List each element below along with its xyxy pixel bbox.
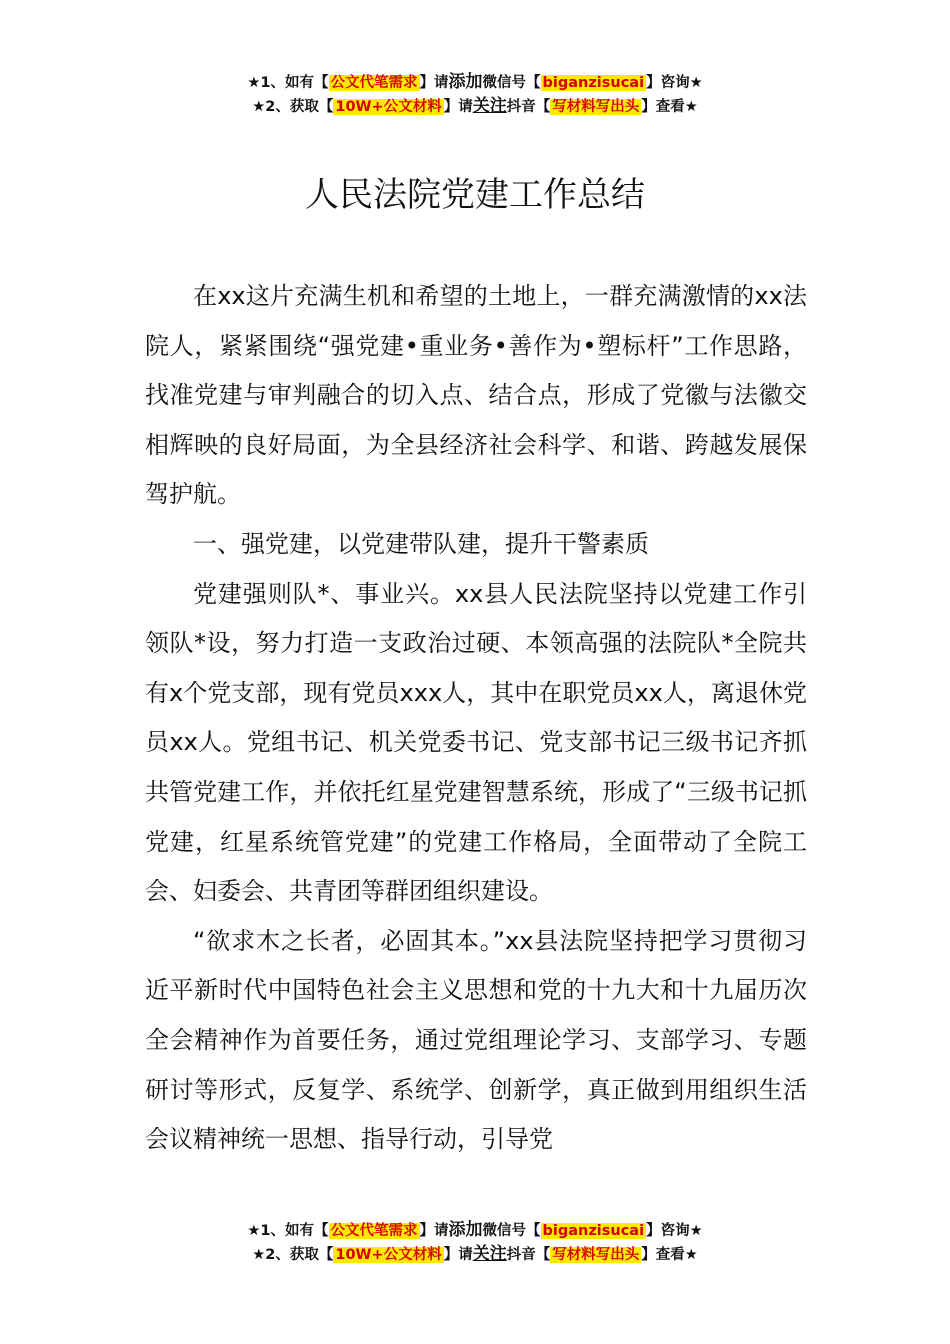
paragraph-intro: 在xx这片充满生机和希望的土地上，一群充满激情的xx法院人，紧紧围绕“强党建•重业务•善作为•塑标杆”工作思路，找准党建与审判融合的切入点、结合点，形成了党徽与法徽交相辉映的良好局面，为全县经济社会科学、和谐、跨越发展保驾护航。 [145, 282, 807, 509]
emphasis-text: 关注 [472, 96, 507, 116]
banner-line-1 [0, 1218, 950, 1242]
emphasis-text: 添加 [448, 72, 483, 92]
highlight-text: biganzisucai [542, 1223, 645, 1239]
banner-text: 抖音【 [506, 99, 551, 115]
banner-line-2 [0, 94, 950, 118]
banner-line-2 [0, 1242, 950, 1266]
banner-text: 】查看★ [641, 1247, 698, 1263]
banner-line-1 [0, 70, 950, 94]
emphasis-text: 添加 [448, 1220, 483, 1240]
banner-text: 抖音【 [506, 1247, 551, 1263]
banner-text: ★2、获取【 [252, 1247, 334, 1263]
footer-banner [0, 1218, 950, 1266]
banner-text: ★1、如有【 [247, 75, 329, 91]
highlight-text: biganzisucai [542, 75, 645, 91]
header-banner [0, 70, 950, 118]
highlight-text: 10W+公文材料 [335, 99, 442, 115]
banner-text: ★2、获取【 [252, 99, 334, 115]
highlight-text: 公文代笔需求 [330, 75, 418, 91]
section-heading: 一、强党建，以党建带队建，提升干警素质 [193, 529, 649, 558]
highlight-text: 写材料写出头 [552, 1247, 640, 1263]
banner-text: 微信号【 [482, 1223, 541, 1239]
banner-text: 】请 [419, 75, 449, 91]
banner-text: ★1、如有【 [247, 1223, 329, 1239]
banner-text: 】请 [419, 1223, 449, 1239]
paragraph-study: “欲求木之长者，必固其本。”xx县法院坚持把学习贯彻习近平新时代中国特色社会主义思想和党的十九大和十九届历次全会精神作为首要任务，通过党组理论学习、支部学习、专题研讨等形式，反复学、系统学、创新学，真正做到用组织生活会议精神统一思想、指导行动，引导党 [145, 926, 807, 1154]
highlight-text: 写材料写出头 [552, 99, 640, 115]
banner-text: 】查看★ [641, 99, 698, 115]
banner-text: 】请 [443, 99, 473, 115]
highlight-text: 10W+公文材料 [335, 1247, 442, 1263]
emphasis-text: 关注 [472, 1244, 507, 1264]
banner-text: 】咨询★ [646, 75, 703, 91]
document-body [145, 272, 807, 1165]
banner-text: 】咨询★ [646, 1223, 703, 1239]
banner-text: 】请 [443, 1247, 473, 1263]
highlight-text: 公文代笔需求 [330, 1223, 418, 1239]
banner-text: 微信号【 [482, 75, 541, 91]
paragraph-party-building: 党建强则队*、事业兴。xx县人民法院坚持以党建工作引领队*设，努力打造一支政治过硬、本领高强的法院队*全院共有x个党支部，现有党员xxx人，其中在职党员xx人，离退休党员xx人。党组书记、机关党委书记、党支部书记三级书记齐抓共管党建工作，并依托红星党建智慧系统，形成了“三级书记抓党建，红星系统管党建”的党建工作格局，全面带动了全院工会、妇委会、共青团等群团组织建设。 [145, 579, 807, 906]
document-title: 人民法院党建工作总结 [305, 175, 645, 215]
